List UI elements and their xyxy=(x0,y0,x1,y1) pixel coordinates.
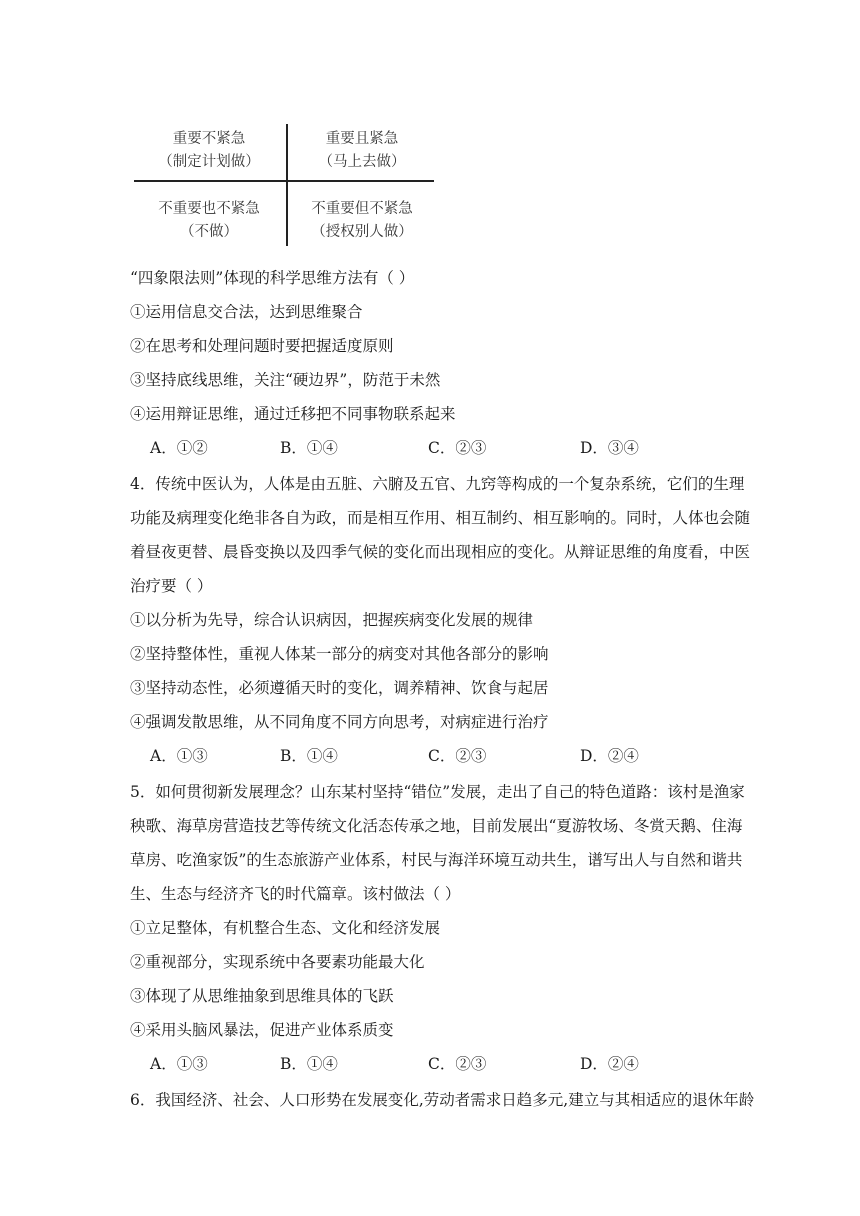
q3-item-4: ④运用辩证思维，通过迁移把不同事物联系起来 xyxy=(130,405,456,423)
q3-item-1: ①运用信息交合法，达到思维聚合 xyxy=(130,303,363,321)
q3-option-b[interactable]: B．①④ xyxy=(280,439,338,457)
q3-item-2: ②在思考和处理问题时要把握适度原则 xyxy=(130,337,394,355)
quadrant-important-urgent: 重要且紧急 （马上去做） xyxy=(318,131,406,170)
q4-stem-line-3: 着昼夜更替、晨昏变换以及四季气候的变化而出现相应的变化。从辩证思维的角度看，中医 xyxy=(130,543,751,561)
q5-item-1: ①立足整体，有机整合生态、文化和经济发展 xyxy=(130,919,441,937)
quadrant-not-important-not-urgent: 不重要也不紧急 （不做） xyxy=(158,201,260,240)
q3-stem: “四象限法则”体现的科学思维方法有（ ） xyxy=(130,269,415,287)
q5-item-4: ④采用头脑风暴法，促进产业体系质变 xyxy=(130,1021,394,1039)
quadrant-not-important-but-not-urgent: 不重要但不紧急 （授权别人做） xyxy=(311,201,413,240)
q5-option-d[interactable]: D．②④ xyxy=(580,1055,639,1073)
q5-option-c[interactable]: C．②③ xyxy=(428,1055,487,1073)
q5-stem-line-4: 生、生态与经济齐飞的时代篇章。该村做法（ ） xyxy=(130,885,461,903)
q4-option-a[interactable]: A．①③ xyxy=(150,747,208,765)
q4-option-b[interactable]: B．①④ xyxy=(280,747,338,765)
q5-option-b[interactable]: B．①④ xyxy=(280,1055,338,1073)
q6-stem-line-1: 6．我国经济、社会、人口形势在发展变化,劳动者需求日趋多元,建立与其相适应的退休年龄 xyxy=(130,1091,755,1109)
four-quadrant-diagram xyxy=(134,120,434,248)
q3-option-a[interactable]: A．①② xyxy=(150,439,208,457)
q5-item-3: ③体现了从思维抽象到思维具体的飞跃 xyxy=(130,987,394,1005)
q3-option-d[interactable]: D．③④ xyxy=(580,439,639,457)
q4-item-4: ④强调发散思维，从不同角度不同方向思考，对病症进行治疗 xyxy=(130,713,549,731)
q4-option-c[interactable]: C．②③ xyxy=(428,747,487,765)
q4-item-1: ①以分析为先导，综合认识病因，把握疾病变化发展的规律 xyxy=(130,611,534,629)
q4-option-d[interactable]: D．②④ xyxy=(580,747,639,765)
q4-stem-line-1: 4．传统中医认为，人体是由五脏、六腑及五官、九窍等构成的一个复杂系统，它们的生理 xyxy=(130,475,745,493)
q4-stem-line-4: 治疗要（ ） xyxy=(130,577,213,595)
q4-stem-line-2: 功能及病理变化绝非各自为政，而是相互作用、相互制约、相互影响的。同时，人体也会随 xyxy=(130,509,751,527)
q3-option-c[interactable]: C．②③ xyxy=(428,439,487,457)
q5-option-a[interactable]: A．①③ xyxy=(150,1055,208,1073)
q5-stem-line-2: 秧歌、海草房营造技艺等传统文化活态传承之地，目前发展出“夏游牧场、冬赏天鹅、住海 xyxy=(130,817,743,835)
quadrant-important-not-urgent: 重要不紧急 （制定计划做） xyxy=(158,131,260,170)
q4-item-2: ②坚持整体性，重视人体某一部分的病变对其他各部分的影响 xyxy=(130,645,549,663)
q5-stem-line-3: 草房、吃渔家饭”的生态旅游产业体系，村民与海洋环境互动共生，谱写出人与自然和谐共 xyxy=(130,851,743,869)
q5-item-2: ②重视部分，实现系统中各要素功能最大化 xyxy=(130,953,425,971)
q4-item-3: ③坚持动态性，必须遵循天时的变化，调养精神、饮食与起居 xyxy=(130,679,549,697)
q3-item-3: ③坚持底线思维，关注“硬边界”，防范于未然 xyxy=(130,371,441,389)
horizontal-axis xyxy=(134,180,434,182)
q5-stem-line-1: 5．如何贯彻新发展理念？山东某村坚持“错位”发展，走出了自己的特色道路：该村是渔家 xyxy=(130,783,745,801)
